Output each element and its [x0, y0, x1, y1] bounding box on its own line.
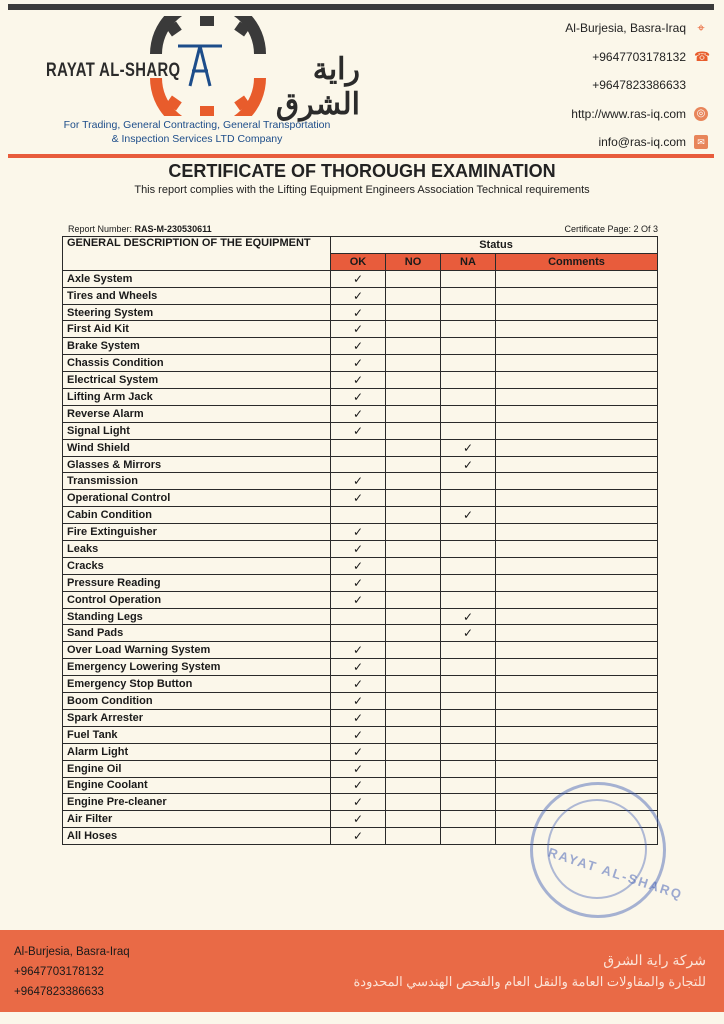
table-row — [63, 270, 658, 287]
column-ok: OK — [331, 253, 386, 270]
footer-contacts — [14, 942, 130, 1002]
table-row — [63, 321, 658, 338]
table-row — [63, 355, 658, 372]
status-na-cell: ✓ — [441, 507, 496, 524]
status-ok-cell: ✓ — [331, 287, 386, 304]
status-na-cell — [441, 743, 496, 760]
equipment-item: First Aid Kit — [63, 321, 331, 338]
comments-cell — [496, 625, 658, 642]
equipment-item: Sand Pads — [63, 625, 331, 642]
globe-icon: ◎ — [694, 107, 708, 121]
status-ok-cell — [331, 507, 386, 524]
equipment-item: All Hoses — [63, 828, 331, 845]
status-no-cell — [386, 811, 441, 828]
location-pin-icon: ⌖ — [697, 20, 705, 36]
description-header: GENERAL DESCRIPTION OF THE EQUIPMENT — [63, 237, 331, 271]
table-row — [63, 693, 658, 710]
status-ok-cell: ✓ — [331, 422, 386, 439]
comments-cell — [496, 608, 658, 625]
comments-cell — [496, 591, 658, 608]
phone-icon: ☎ — [694, 48, 711, 64]
status-ok-cell — [331, 608, 386, 625]
comments-cell — [496, 338, 658, 355]
status-ok-cell: ✓ — [331, 524, 386, 541]
status-na-cell — [441, 541, 496, 558]
status-no-cell — [386, 287, 441, 304]
report-number — [68, 224, 212, 234]
contact-phone-1 — [565, 43, 711, 72]
status-na-cell — [441, 659, 496, 676]
company-name-ar: راية الشرق — [275, 53, 360, 121]
status-na-cell: ✓ — [441, 456, 496, 473]
status-ok-cell: ✓ — [331, 642, 386, 659]
status-no-cell — [386, 321, 441, 338]
phone-1-text: +9647703178132 — [592, 49, 686, 64]
equipment-item: Over Load Warning System — [63, 642, 331, 659]
address-text: Al-Burjesia, Basra-Iraq — [565, 21, 686, 36]
document-subtitle: This report complies with the Lifting Equipment Engineers Association Technical requirements — [134, 184, 590, 196]
status-no-cell — [386, 507, 441, 524]
comments-cell — [496, 676, 658, 693]
comments-cell — [496, 709, 658, 726]
company-name-en: RAYAT AL-SHARQ — [46, 60, 181, 81]
status-ok-cell: ✓ — [331, 541, 386, 558]
table-row — [63, 439, 658, 456]
column-comments: Comments — [496, 253, 658, 270]
equipment-item: Glasses & Mirrors — [63, 456, 331, 473]
equipment-item: Leaks — [63, 541, 331, 558]
table-row — [63, 625, 658, 642]
status-ok-cell: ✓ — [331, 372, 386, 389]
status-ok-cell: ✓ — [331, 743, 386, 760]
table-row — [63, 659, 658, 676]
status-no-cell — [386, 574, 441, 591]
top-bar — [8, 4, 714, 10]
equipment-item: Engine Oil — [63, 760, 331, 777]
company-logo — [40, 16, 360, 121]
status-na-cell — [441, 574, 496, 591]
status-ok-cell: ✓ — [331, 676, 386, 693]
table-header-row — [63, 237, 658, 254]
status-na-cell — [441, 422, 496, 439]
equipment-item: Boom Condition — [63, 693, 331, 710]
status-na-cell — [441, 693, 496, 710]
table-row — [63, 574, 658, 591]
table-row — [63, 676, 658, 693]
equipment-item: Chassis Condition — [63, 355, 331, 372]
comments-cell — [496, 270, 658, 287]
comments-cell — [496, 557, 658, 574]
equipment-item: Reverse Alarm — [63, 405, 331, 422]
status-ok-cell: ✓ — [331, 405, 386, 422]
status-na-cell — [441, 642, 496, 659]
equipment-item: Electrical System — [63, 372, 331, 389]
status-na-cell — [441, 304, 496, 321]
status-na-cell — [441, 490, 496, 507]
mail-icon: ✉ — [694, 135, 708, 149]
table-row — [63, 709, 658, 726]
table-row — [63, 287, 658, 304]
inspection-table — [62, 236, 658, 845]
equipment-item: Fire Extinguisher — [63, 524, 331, 541]
equipment-item: Pressure Reading — [63, 574, 331, 591]
status-no-cell — [386, 557, 441, 574]
status-ok-cell — [331, 625, 386, 642]
comments-cell — [496, 372, 658, 389]
status-na-cell — [441, 811, 496, 828]
status-na-cell — [441, 709, 496, 726]
status-no-cell — [386, 405, 441, 422]
comments-cell — [496, 760, 658, 777]
status-na-cell — [441, 557, 496, 574]
status-na-cell — [441, 676, 496, 693]
equipment-item: Lifting Arm Jack — [63, 389, 331, 406]
comments-cell — [496, 524, 658, 541]
company-tagline — [30, 118, 364, 146]
comments-cell — [496, 642, 658, 659]
status-na-cell — [441, 777, 496, 794]
status-na-cell: ✓ — [441, 608, 496, 625]
equipment-item: Engine Pre-cleaner — [63, 794, 331, 811]
column-no: NO — [386, 253, 441, 270]
status-no-cell — [386, 760, 441, 777]
status-ok-cell: ✓ — [331, 828, 386, 845]
table-row — [63, 726, 658, 743]
status-no-cell — [386, 659, 441, 676]
status-no-cell — [386, 439, 441, 456]
contact-address — [565, 14, 708, 43]
status-no-cell — [386, 642, 441, 659]
equipment-item: Wind Shield — [63, 439, 331, 456]
table-row — [63, 422, 658, 439]
tagline-line-2: & Inspection Services LTD Company — [111, 133, 283, 145]
comments-cell — [496, 439, 658, 456]
equipment-item: Control Operation — [63, 591, 331, 608]
status-ok-cell: ✓ — [331, 557, 386, 574]
status-no-cell — [386, 270, 441, 287]
comments-cell — [496, 422, 658, 439]
table-row — [63, 389, 658, 406]
website-link[interactable]: http://www.ras-iq.com — [571, 106, 686, 121]
status-ok-cell: ✓ — [331, 659, 386, 676]
footer — [0, 930, 724, 1012]
status-na-cell — [441, 287, 496, 304]
status-ok-cell: ✓ — [331, 270, 386, 287]
footer-phone-2: +9647823386633 — [14, 986, 104, 998]
status-na-cell — [441, 524, 496, 541]
status-no-cell — [386, 422, 441, 439]
status-ok-cell — [331, 456, 386, 473]
status-no-cell — [386, 473, 441, 490]
status-no-cell — [386, 828, 441, 845]
status-ok-cell: ✓ — [331, 709, 386, 726]
comments-cell — [496, 659, 658, 676]
status-no-cell — [386, 338, 441, 355]
table-row — [63, 591, 658, 608]
comments-cell — [496, 304, 658, 321]
comments-cell — [496, 456, 658, 473]
tagline-line-1: For Trading, General Contracting, General Transportation — [63, 119, 331, 131]
status-no-cell — [386, 355, 441, 372]
comments-cell — [496, 726, 658, 743]
table-row — [63, 557, 658, 574]
equipment-item: Cracks — [63, 557, 331, 574]
status-ok-cell: ✓ — [331, 389, 386, 406]
status-no-cell — [386, 591, 441, 608]
contact-phone-2 — [565, 71, 708, 100]
phone-2-text: +9647823386633 — [592, 78, 686, 93]
table-row — [63, 507, 658, 524]
status-ok-cell: ✓ — [331, 355, 386, 372]
comments-cell — [496, 321, 658, 338]
stamp-text: RAYAT AL-SHARQ — [546, 844, 686, 903]
status-no-cell — [386, 490, 441, 507]
status-na-cell: ✓ — [441, 625, 496, 642]
status-no-cell — [386, 456, 441, 473]
contact-block — [565, 14, 711, 157]
footer-phone-1: +9647703178132 — [14, 966, 104, 978]
footer-services-ar: للتجارة والمقاولات العامة والنقل العام والفحص الهندسي المحدودة — [353, 974, 706, 989]
equipment-item: Alarm Light — [63, 743, 331, 760]
status-no-cell — [386, 541, 441, 558]
equipment-item: Axle System — [63, 270, 331, 287]
status-na-cell: ✓ — [441, 439, 496, 456]
report-number-label: Report Number: — [68, 224, 133, 234]
status-no-cell — [386, 372, 441, 389]
footer-company-ar: شركة راية الشرق — [603, 952, 706, 968]
table-row — [63, 473, 658, 490]
status-ok-cell: ✓ — [331, 760, 386, 777]
status-no-cell — [386, 709, 441, 726]
comments-cell — [496, 355, 658, 372]
status-na-cell — [441, 726, 496, 743]
status-ok-cell: ✓ — [331, 777, 386, 794]
comments-cell — [496, 541, 658, 558]
status-na-cell — [441, 338, 496, 355]
table-row — [63, 304, 658, 321]
equipment-item: Emergency Stop Button — [63, 676, 331, 693]
status-ok-cell: ✓ — [331, 726, 386, 743]
comments-cell — [496, 473, 658, 490]
comments-cell — [496, 490, 658, 507]
equipment-item: Transmission — [63, 473, 331, 490]
comments-cell — [496, 574, 658, 591]
status-na-cell — [441, 794, 496, 811]
table-row — [63, 743, 658, 760]
status-ok-cell: ✓ — [331, 591, 386, 608]
status-no-cell — [386, 625, 441, 642]
status-ok-cell: ✓ — [331, 574, 386, 591]
status-no-cell — [386, 743, 441, 760]
equipment-item: Signal Light — [63, 422, 331, 439]
equipment-item: Air Filter — [63, 811, 331, 828]
equipment-item: Steering System — [63, 304, 331, 321]
contact-website[interactable] — [565, 100, 708, 129]
status-na-cell — [441, 828, 496, 845]
status-no-cell — [386, 794, 441, 811]
equipment-item: Standing Legs — [63, 608, 331, 625]
comments-cell — [496, 389, 658, 406]
table-row — [63, 490, 658, 507]
status-no-cell — [386, 726, 441, 743]
status-header: Status — [331, 237, 658, 254]
status-na-cell — [441, 321, 496, 338]
status-na-cell — [441, 372, 496, 389]
status-na-cell — [441, 405, 496, 422]
report-number-value: RAS-M-230530611 — [134, 224, 212, 234]
comments-cell — [496, 287, 658, 304]
status-no-cell — [386, 389, 441, 406]
status-ok-cell: ✓ — [331, 304, 386, 321]
contact-email[interactable] — [565, 128, 708, 157]
table-row — [63, 541, 658, 558]
certificate-page: Certificate Page: 2 Of 3 — [564, 224, 658, 234]
column-na: NA — [441, 253, 496, 270]
equipment-item: Cabin Condition — [63, 507, 331, 524]
status-ok-cell: ✓ — [331, 490, 386, 507]
status-na-cell — [441, 473, 496, 490]
status-no-cell — [386, 608, 441, 625]
equipment-item: Spark Arrester — [63, 709, 331, 726]
status-na-cell — [441, 270, 496, 287]
document-title: CERTIFICATE OF THOROUGH EXAMINATION — [168, 161, 556, 181]
status-ok-cell: ✓ — [331, 473, 386, 490]
table-row — [63, 608, 658, 625]
status-na-cell — [441, 760, 496, 777]
status-ok-cell: ✓ — [331, 811, 386, 828]
status-ok-cell: ✓ — [331, 321, 386, 338]
table-row — [63, 642, 658, 659]
status-no-cell — [386, 304, 441, 321]
email-link[interactable]: info@ras-iq.com — [598, 135, 686, 150]
status-na-cell — [441, 355, 496, 372]
status-no-cell — [386, 777, 441, 794]
table-row — [63, 456, 658, 473]
equipment-item: Operational Control — [63, 490, 331, 507]
table-row — [63, 372, 658, 389]
equipment-item: Engine Coolant — [63, 777, 331, 794]
equipment-item: Fuel Tank — [63, 726, 331, 743]
comments-cell — [496, 743, 658, 760]
footer-address: Al-Burjesia, Basra-Iraq — [14, 946, 130, 958]
equipment-item: Brake System — [63, 338, 331, 355]
comments-cell — [496, 693, 658, 710]
status-no-cell — [386, 524, 441, 541]
comments-cell — [496, 405, 658, 422]
status-na-cell — [441, 389, 496, 406]
table-row — [63, 338, 658, 355]
status-ok-cell: ✓ — [331, 338, 386, 355]
table-row — [63, 405, 658, 422]
equipment-item: Emergency Lowering System — [63, 659, 331, 676]
header-divider — [8, 154, 714, 158]
status-ok-cell: ✓ — [331, 794, 386, 811]
equipment-item: Tires and Wheels — [63, 287, 331, 304]
status-ok-cell — [331, 439, 386, 456]
status-na-cell — [441, 591, 496, 608]
inspection-rows — [63, 270, 658, 844]
table-row — [63, 524, 658, 541]
status-no-cell — [386, 676, 441, 693]
status-no-cell — [386, 693, 441, 710]
comments-cell — [496, 507, 658, 524]
status-ok-cell: ✓ — [331, 693, 386, 710]
table-row — [63, 760, 658, 777]
